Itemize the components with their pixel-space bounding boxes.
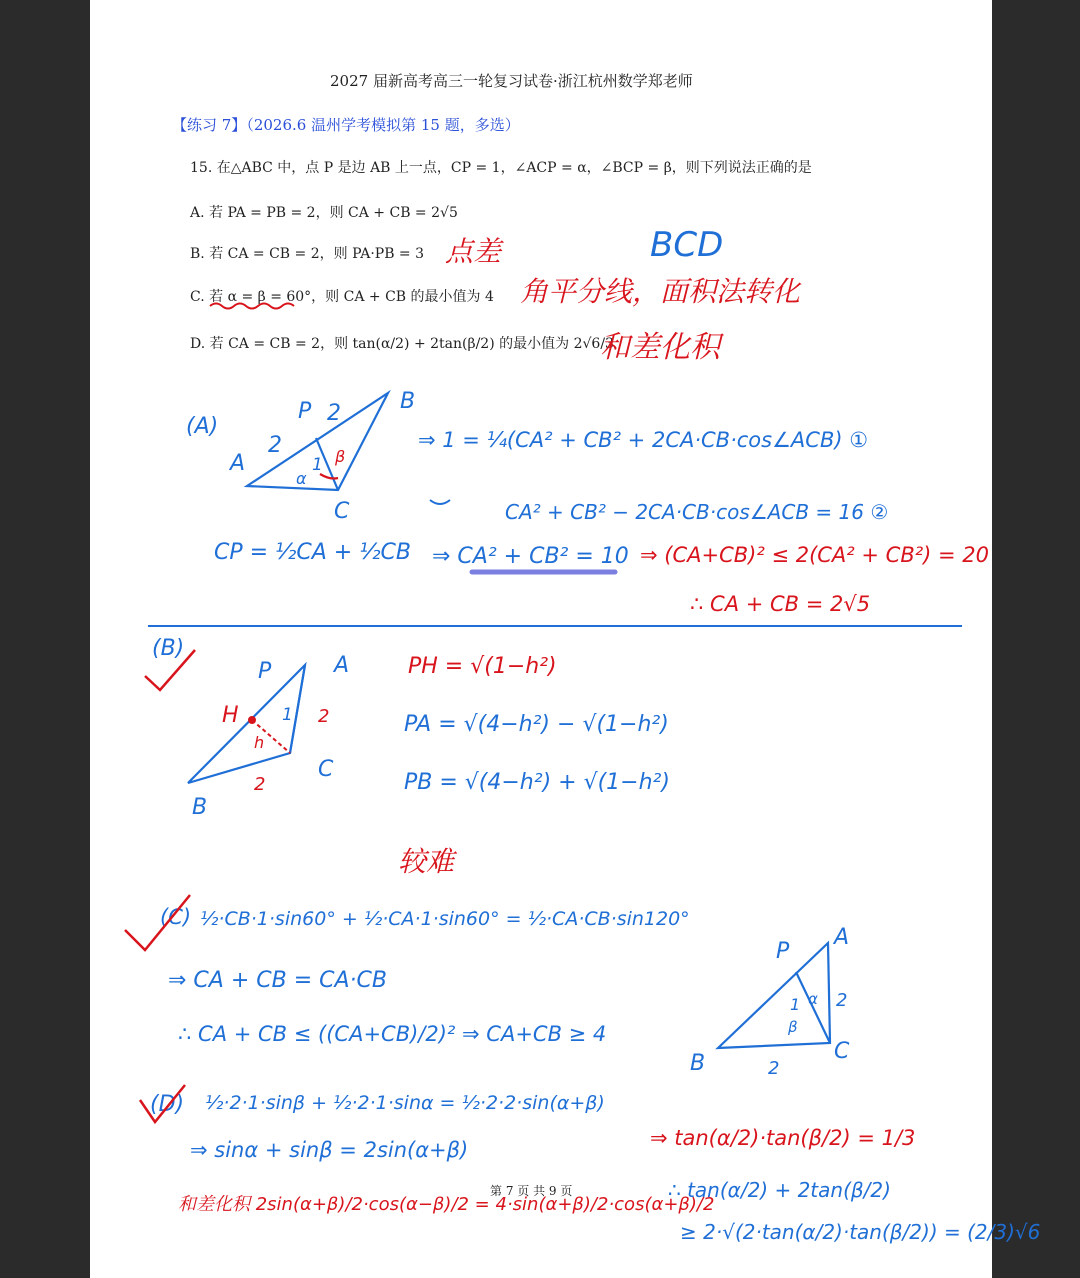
fig-b-c: C [318,757,334,782]
fig-c-b: B [690,1051,706,1076]
fig-a-c: C [334,499,350,524]
document-page [90,0,992,1278]
part-c-eq3: ∴ CA + CB ≤ ((CA+CB)/2)² ⇒ CA+CB ≥ 4 [178,1022,607,1046]
answer-mark: BCD [650,225,724,265]
part-a-eq1: ⇒ 1 = ¼(CA² + CB² + 2CA·CB·cos∠ACB) ① [418,428,869,452]
fig-a-p: P [298,399,312,424]
fig-c-c: C [834,1039,850,1064]
option-b: B. 若 CA = CB = 2，则 PA·PB = 3 [190,246,425,262]
part-c-eq1: ½·CB·1·sin60° + ½·CA·1·sin60° = ½·CA·CB·sin120° [200,908,690,930]
part-a-vector: CP = ½CA + ½CB [214,540,411,565]
fig-b-1: 1 [282,705,293,725]
exercise-number: 【练习 7】 [172,116,247,134]
question-stem: 15. 在△ABC 中，点 P 是边 AB 上一点，CP = 1，∠ACP = α，∠BCP = β，则下列说法正确的是 [190,160,812,176]
part-b-note: 较难 [398,845,455,878]
part-a-eq2: CA² + CB² − 2CA·CB·cos∠ACB = 16 ② [505,500,889,524]
fig-b-a: A [334,653,350,678]
fig-c-2-bottom: 2 [768,1058,780,1079]
part-a-eq4: ⇒ (CA+CB)² ≤ 2(CA² + CB²) = 20 [640,543,990,567]
fig-b-b: B [192,795,208,820]
fig-c-beta: β [788,1018,798,1036]
part-d-eq4: ⇒ tan(α/2)·tan(β/2) = 1/3 [650,1126,916,1150]
fig-c-a: A [834,925,850,950]
part-b-eq3: PB = √(4−h²) + √(1−h²) [404,770,670,795]
part-d-eq5: ∴ tan(α/2) + 2tan(β/2) [668,1178,891,1202]
fig-a-beta: β [335,447,346,466]
option-c: C. 若 α = β = 60°，则 CA + CB 的最小值为 4 [190,289,494,305]
part-a-eq3: ⇒ CA² + CB² = 10 [432,544,629,569]
fig-a-2-left: 2 [268,433,282,458]
part-c-label: (C) [160,905,192,929]
part-d-eq6: ≥ 2·√(2·tan(α/2)·tan(β/2)) = (2/3)√6 [680,1220,1041,1244]
note-c: 角平分线，面积法转化 [520,275,801,308]
part-d-eq1: ½·2·1·sinβ + ½·2·1·sinα = ½·2·2·sin(α+β) [205,1092,605,1114]
exercise-label [172,114,520,135]
exercise-source: （2026.6 温州学考模拟第 15 题，多选） [246,116,520,134]
note-b: 点差 [445,235,502,268]
option-a: A. 若 PA = PB = 2，则 CA + CB = 2√5 [190,205,458,221]
fig-b-h: H [222,703,239,728]
fig-b-h-small: h [254,733,265,752]
fig-b-2-right: 2 [318,706,330,727]
option-d: D. 若 CA = CB = 2，则 tan(α/2) + 2tan(β/2) 的最小值为 2√6/3 [190,336,614,352]
fig-c-1: 1 [790,995,801,1014]
fig-c-alpha: α [808,990,818,1008]
fig-c-2-right: 2 [836,990,848,1011]
page-header: 2027 届新高考高三一轮复习试卷·浙江杭州数学郑老师 [330,72,693,90]
part-a-label: (A) [186,414,219,439]
part-b-eq2: PA = √(4−h²) − √(1−h²) [404,712,669,737]
part-d-eq3: 和差化积 2sin(α+β)/2·cos(α−β)/2 = 4·sin(α+β)/2·cos(α+β)/2 [178,1194,715,1215]
part-d-label: (D) [150,1092,185,1117]
fig-a-1: 1 [312,455,323,475]
part-b-eq1: PH = √(1−h²) [408,654,557,679]
fig-a-b: B [400,389,416,414]
part-b-label: (B) [152,636,185,661]
page-footer: 第 7 页 共 9 页 [490,1184,573,1198]
part-d-eq2: ⇒ sinα + sinβ = 2sin(α+β) [190,1138,469,1162]
fig-a-2-top: 2 [327,401,341,426]
fig-a-a: A [230,451,246,476]
fig-a-alpha: α [296,469,307,488]
fig-b-p: P [258,659,272,684]
fig-b-2-bottom: 2 [254,774,266,795]
note-d: 和差化积 [600,330,720,365]
part-c-eq2: ⇒ CA + CB = CA·CB [168,968,387,993]
fig-c-p: P [776,939,790,964]
part-a-eq5: ∴ CA + CB = 2√5 [690,592,871,616]
